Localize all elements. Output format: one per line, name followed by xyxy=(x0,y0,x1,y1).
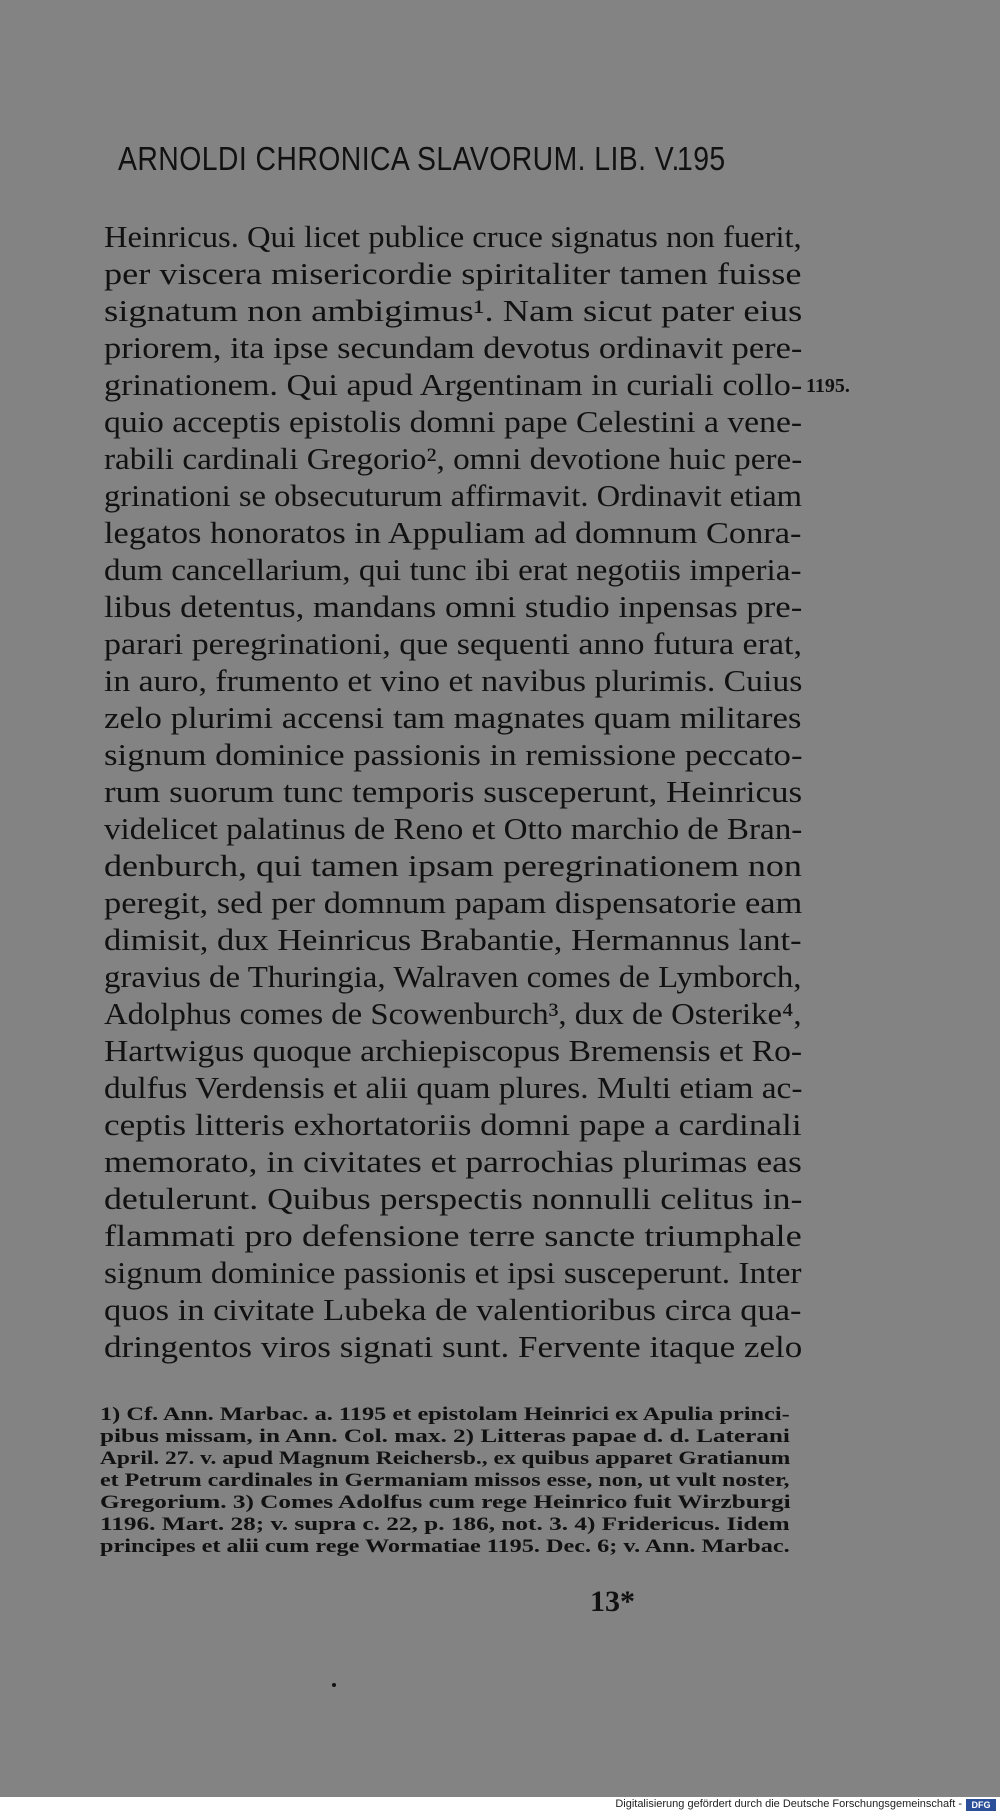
body-line: parari peregrinationi, que sequenti anno futura erat, xyxy=(104,626,802,661)
footnote-line: April. 27. v. apud Magnum Reichersb., ex quibus apparet Gratianum xyxy=(100,1448,791,1469)
header-title: ARNOLDI CHRONICA SLAVORUM. LIB. V. xyxy=(118,140,680,177)
body-line: priorem, ita ipse secundam devotus ordinavit pere- xyxy=(104,330,803,365)
body-line: flammati pro defensione terre sancte triumphale xyxy=(104,1218,802,1253)
body-line: signum dominice passionis et ipsi susceperunt. Inter xyxy=(104,1255,802,1290)
body-line: per viscera misericordie spiritaliter tamen fuisse xyxy=(104,256,802,291)
body-line: ceptis litteris exhortatoriis domni pape a cardinali xyxy=(104,1107,802,1142)
body-line: rum suorum tunc temporis susceperunt, Heinricus xyxy=(104,774,803,809)
body-line: grinationem. Qui apud Argentinam in curiali collo- xyxy=(104,367,803,402)
body-line: legatos honoratos in Appuliam ad domnum Conra- xyxy=(104,515,802,550)
footnote-line: principes et alii cum rege Wormatiae 1195. Dec. 6; v. Ann. Marbac. xyxy=(100,1536,790,1557)
body-line: Heinricus. Qui licet publice cruce signatus non fuerit, xyxy=(104,219,802,254)
body-line: detulerunt. Quibus perspectis nonnulli celitus in- xyxy=(104,1181,803,1216)
body-line: grinationi se obsecuturum affirmavit. Ordinavit etiam xyxy=(104,478,803,513)
body-line: dulfus Verdensis et alii quam plures. Multi etiam ac- xyxy=(104,1070,803,1105)
body-line: denburch, qui tamen ipsam peregrinationem non xyxy=(104,848,802,883)
body-line: in auro, frumento et vino et navibus plurimis. Cuius xyxy=(104,663,803,698)
footnote-line: et Petrum cardinales in Germaniam missos esse, non, ut vult noster, xyxy=(100,1470,790,1491)
body-line: quos in civitate Lubeka de valentioribus circa qua- xyxy=(104,1292,802,1327)
body-line: dum cancellarium, qui tunc ibi erat negotiis imperia- xyxy=(104,552,802,587)
body-line: dringentos viros signati sunt. Fervente itaque zelo xyxy=(104,1329,803,1364)
body-line: rabili cardinali Gregorio², omni devotione huic pere- xyxy=(104,441,803,476)
footnote-line: pibus missam, in Ann. Col. max. 2) Litteras papae d. d. Laterani xyxy=(100,1426,790,1447)
margin-year-note: 1195. xyxy=(806,375,850,397)
body-line: gravius de Thuringia, Walraven comes de Lymborch, xyxy=(104,959,802,994)
footnote-line: 1) Cf. Ann. Marbac. a. 1195 et epistolam Heinrici ex Apulia princi- xyxy=(100,1404,790,1425)
footnote-line: 1196. Mart. 28; v. supra c. 22, p. 186, not. 3. 4) Fridericus. Iidem xyxy=(100,1514,790,1535)
body-line: signatum non ambigimus¹. Nam sicut pater eius xyxy=(104,293,803,328)
body-line: quio acceptis epistolis domni pape Celestini a vene- xyxy=(104,404,803,439)
body-line: memorato, in civitates et parrochias plurimas eas xyxy=(104,1144,802,1179)
footer-bar xyxy=(0,1797,1000,1813)
footnote-line: Gregorium. 3) Comes Adolfus cum rege Heinrico fuit Wirzburgi xyxy=(100,1492,791,1513)
body-line: Hartwigus quoque archiepiscopus Bremensis et Ro- xyxy=(104,1033,803,1068)
body-line: videlicet palatinus de Reno et Otto marchio de Bran- xyxy=(104,811,803,846)
body-line: peregit, sed per domnum papam dispensatorie eam xyxy=(104,885,803,920)
body-line: signum dominice passionis in remissione peccato- xyxy=(104,737,803,772)
body-line: Adolphus comes de Scowenburch³, dux de Osterike⁴, xyxy=(104,996,802,1031)
running-header xyxy=(118,140,726,190)
dfg-logo-icon[interactable]: DFG xyxy=(966,1799,996,1811)
body-line: zelo plurimi accensi tam magnates quam militares xyxy=(104,700,802,735)
page-number: 195 xyxy=(677,140,726,177)
body-line: libus detentus, mandans omni studio inpensas pre- xyxy=(104,589,803,624)
stray-dot xyxy=(332,1683,336,1687)
body-line: dimisit, dux Heinricus Brabantie, Hermannus lant- xyxy=(104,922,802,957)
footer-credit: Digitalisierung gefördert durch die Deutsche Forschungsgemeinschaft - xyxy=(615,1798,962,1810)
signature-mark: 13* xyxy=(590,1585,635,1618)
